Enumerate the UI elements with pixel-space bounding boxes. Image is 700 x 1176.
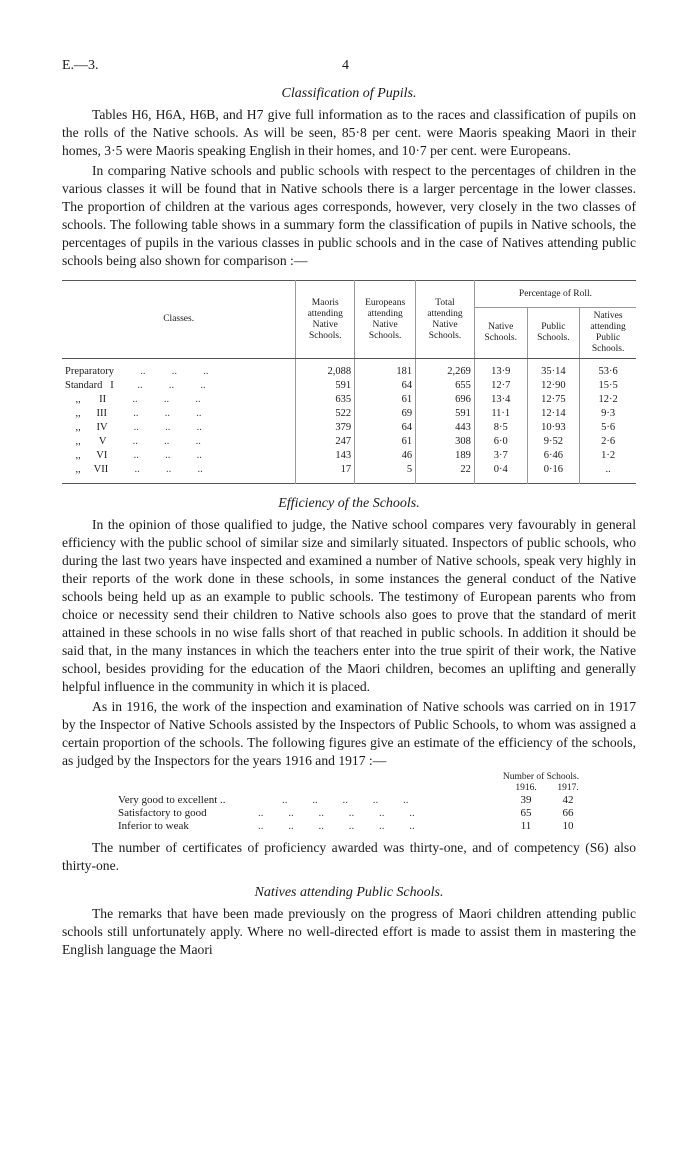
table-row: [62, 379, 636, 393]
leader-dots: .. .. .. .. .. ..: [258, 820, 415, 832]
col-maoris: Maoris attending Native Schools.: [296, 281, 355, 359]
cell-pct-natives-public: 12·2: [580, 393, 636, 407]
cell-maoris: 143: [296, 449, 355, 463]
cell-pct-natives-public: 1·2: [580, 449, 636, 463]
table-row: [62, 435, 636, 449]
cell-total: 308: [416, 435, 475, 449]
row-class: Standard I .. .. ..: [65, 380, 206, 391]
col-europeans: Europeans attending Native Schools.: [355, 281, 416, 359]
cell-europeans: 46: [355, 449, 416, 463]
classification-table: [62, 280, 636, 484]
table-row: [62, 421, 636, 435]
col-percentage-group: Percentage of Roll.: [474, 281, 636, 308]
cell-europeans: 64: [355, 379, 416, 393]
section-title-natives-public: Natives attending Public Schools.: [254, 885, 444, 900]
col-classes: Classes.: [62, 281, 296, 359]
cell-pct-public: 6·46: [527, 449, 580, 463]
table-row: [62, 449, 636, 463]
cell-pct-public: 12·90: [527, 379, 580, 393]
cell-maoris: 635: [296, 393, 355, 407]
paragraph-certificates: The number of certificates of proficiency awarded was thirty-one, and of competency (S6) also thirty-one.: [62, 840, 636, 873]
cell-pct-native: 13·4: [474, 393, 527, 407]
cell-europeans: 61: [355, 435, 416, 449]
cell-pct-public: 9·52: [527, 435, 580, 449]
cell-maoris: 591: [296, 379, 355, 393]
cell-pct-native: 12·7: [474, 379, 527, 393]
cell-pct-native: 11·1: [474, 407, 527, 421]
cell-total: 696: [416, 393, 475, 407]
efficiency-row: [118, 807, 588, 820]
page-header: [62, 58, 636, 80]
cell-pct-native: 8·5: [474, 421, 527, 435]
value-1917: 42: [562, 794, 574, 806]
cell-total: 22: [416, 463, 475, 484]
document-page: [62, 58, 636, 959]
row-class: ,, VI .. .. ..: [65, 450, 202, 461]
page-number: 4: [342, 58, 349, 73]
cell-pct-native: 13·9: [474, 359, 527, 380]
cell-total: 2,269: [416, 359, 475, 380]
paragraph-classification-1: Tables H6, H6A, H6B, and H7 give full information as to the races and classification of pupils on the rolls of the Native schools. As will be seen, 85·8 per cent. were Maoris speaking Maori in their homes, 3·5 were Maoris speaking English in their homes, and 10·7 per cent. were Europeans.: [62, 107, 636, 158]
paragraph-natives-public-1: The remarks that have been made previously on the progress of Maori children attending public schools still unfortunately apply. Where no well-directed effort is made to assist them in mastering the English language the Maori: [62, 906, 636, 957]
row-class: ,, III .. .. ..: [65, 408, 202, 419]
cell-pct-native: 0·4: [474, 463, 527, 484]
leader-dots: .. .. .. .. .. ..: [258, 807, 415, 819]
paragraph-efficiency-1: In the opinion of those qualified to judge, the Native school compares very favourably in general efficiency with the public school of similar size and similarly situated. Inspectors of public schools, who during the last two years have inspected and examined a number of Native schools, speak very highly in their reports of the work done in these schools, in some instances the general conduct of the Native schools being held up as an example to public schools. The testimony of European parents who from choice or necessity send their children to Native schools also goes to prove that the standard of merit attained in these schools in no wise falls short of that reached in public schools. In addition it should be said that, in the many instances in which the teachers enter into the true spirit of their work, the Native school, besides providing for the education of the Maori children, becomes an uplifting and generally helpful influence in the community in which it is placed.: [62, 517, 636, 694]
col-total: Total attending Native Schools.: [416, 281, 475, 359]
year-1916: 1916.: [515, 783, 537, 793]
cell-pct-native: 3·7: [474, 449, 527, 463]
row-class: ,, V .. .. ..: [65, 436, 201, 447]
cell-total: 189: [416, 449, 475, 463]
cell-europeans: 5: [355, 463, 416, 484]
efficiency-row: [118, 794, 588, 807]
paragraph-classification-2: In comparing Native schools and public schools with respect to the percentages of children in the various classes it will be found that in Native schools there is a larger percentage in the lower classes. The proportion of children at the various ages corresponds, however, very closely in the two classes of schools. The following table shows in a summary form the classification of pupils in Native schools, the percentages of pupils in the various classes in public schools and in the case of Natives attending public schools being also shown for comparison :—: [62, 163, 636, 268]
cell-total: 655: [416, 379, 475, 393]
cell-maoris: 247: [296, 435, 355, 449]
efficiency-label: Inferior to weak: [118, 820, 189, 832]
efficiency-header: Number of Schools.: [502, 772, 580, 782]
col-pct-public: Public Schools.: [527, 308, 580, 359]
cell-pct-natives-public: 15·5: [580, 379, 636, 393]
cell-total: 443: [416, 421, 475, 435]
cell-maoris: 522: [296, 407, 355, 421]
cell-pct-natives-public: 5·6: [580, 421, 636, 435]
col-pct-native: Native Schools.: [474, 308, 527, 359]
cell-europeans: 181: [355, 359, 416, 380]
cell-pct-public: 10·93: [527, 421, 580, 435]
leader-dots: .. .. .. .. ..: [282, 794, 409, 806]
cell-maoris: 379: [296, 421, 355, 435]
cell-pct-public: 12·75: [527, 393, 580, 407]
efficiency-label: Very good to excellent ..: [118, 794, 226, 806]
value-1917: 10: [562, 820, 574, 832]
value-1916: 11: [520, 820, 532, 832]
cell-pct-natives-public: 9·3: [580, 407, 636, 421]
cell-pct-natives-public: 2·6: [580, 435, 636, 449]
cell-maoris: 2,088: [296, 359, 355, 380]
section-title-classification: Classification of Pupils.: [281, 86, 417, 101]
year-1917: 1917.: [557, 783, 579, 793]
value-1916: 39: [520, 794, 532, 806]
row-class: Preparatory .. .. ..: [65, 366, 209, 377]
row-class: ,, II .. .. ..: [65, 394, 201, 405]
efficiency-row: [118, 820, 588, 833]
cell-pct-public: 35·14: [527, 359, 580, 380]
table-row: [62, 407, 636, 421]
row-class: ,, VII .. .. ..: [65, 464, 203, 475]
row-class: ,, IV .. .. ..: [65, 422, 202, 433]
col-pct-natives-public: Natives attending Public Schools.: [580, 308, 636, 359]
cell-total: 591: [416, 407, 475, 421]
value-1917: 66: [562, 807, 574, 819]
cell-europeans: 61: [355, 393, 416, 407]
value-1916: 65: [520, 807, 532, 819]
cell-pct-native: 6·0: [474, 435, 527, 449]
cell-pct-public: 12·14: [527, 407, 580, 421]
cell-europeans: 64: [355, 421, 416, 435]
table-row: [62, 463, 636, 484]
cell-pct-natives-public: ..: [580, 463, 636, 484]
table-row: [62, 393, 636, 407]
cell-pct-natives-public: 53·6: [580, 359, 636, 380]
efficiency-table: [118, 772, 588, 833]
section-title-efficiency: Efficiency of the Schools.: [278, 496, 420, 511]
cell-pct-public: 0·16: [527, 463, 580, 484]
table-row: [62, 359, 636, 380]
cell-maoris: 17: [296, 463, 355, 484]
efficiency-label: Satisfactory to good: [118, 807, 207, 819]
cell-europeans: 69: [355, 407, 416, 421]
report-reference: E.—3.: [62, 58, 99, 73]
paragraph-efficiency-2: As in 1916, the work of the inspection and examination of Native schools was carried on in 1917 by the Inspector of Native Schools assisted by the Inspectors of Public Schools, to whom was assigned a certain proportion of the schools. The following figures give an estimate of the efficiency of the schools, as judged by the Inspectors for the years 1916 and 1917 :—: [62, 699, 636, 768]
